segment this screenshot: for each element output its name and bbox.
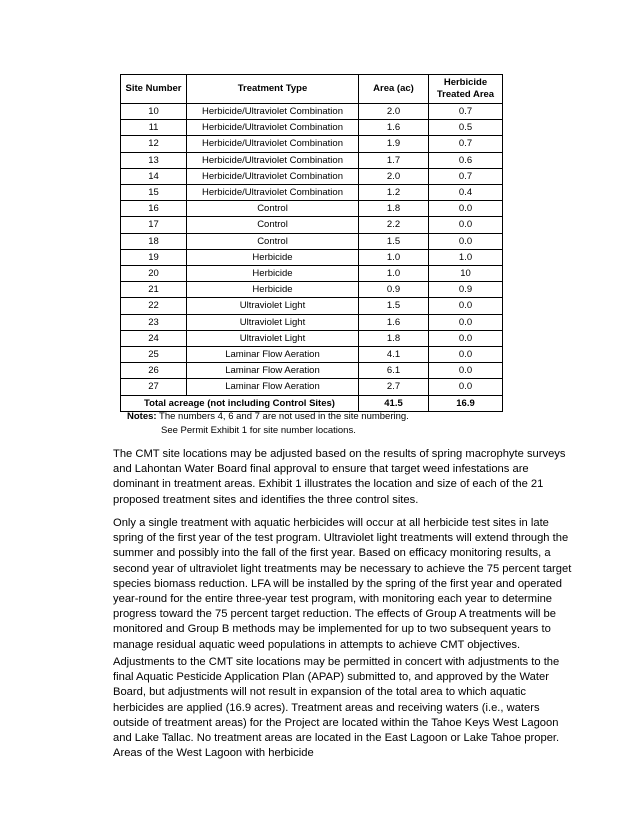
area-cell: 1.9 bbox=[359, 136, 429, 152]
table-row bbox=[121, 201, 503, 217]
total-area: 41.5 bbox=[359, 395, 429, 411]
header-herbicide-treated-area: Herbicide Treated Area bbox=[429, 75, 503, 104]
herbicide-area-cell: 0.0 bbox=[429, 347, 503, 363]
table-row bbox=[121, 363, 503, 379]
herbicide-area-cell: 10 bbox=[429, 266, 503, 282]
table-row bbox=[121, 282, 503, 298]
treatment-type-cell: Control bbox=[187, 217, 359, 233]
table-row bbox=[121, 104, 503, 120]
treatment-type-cell: Herbicide/Ultraviolet Combination bbox=[187, 152, 359, 168]
table-row bbox=[121, 120, 503, 136]
site-number-cell: 23 bbox=[121, 314, 187, 330]
paragraph-site-adjustments: The CMT site locations may be adjusted based on the results of spring macrophyte surveys and Lahontan Water Board final approval to ensure that target weed infestations are dominant in treatment areas. Exhibit 1 illustrates the location and size of each of the 21 proposed treatment sites and identifies the three control sites. bbox=[113, 448, 566, 506]
table-body bbox=[121, 104, 503, 396]
herbicide-area-cell: 0.0 bbox=[429, 217, 503, 233]
total-herbicide-area: 16.9 bbox=[429, 395, 503, 411]
area-cell: 1.5 bbox=[359, 298, 429, 314]
area-cell: 1.6 bbox=[359, 120, 429, 136]
treatment-type-cell: Laminar Flow Aeration bbox=[187, 347, 359, 363]
herbicide-area-cell: 0.6 bbox=[429, 152, 503, 168]
treatment-type-cell: Control bbox=[187, 233, 359, 249]
herbicide-area-cell: 0.0 bbox=[429, 379, 503, 395]
table-row bbox=[121, 298, 503, 314]
paragraph-apap-adjustments: Adjustments to the CMT site locations may be permitted in concert with adjustments to the final Aquatic Pesticide Application Plan (APAP) submitted to, and approved by the Water Board, but adjustments will not result in expansion of the total area to which aquatic herbicides are applied (16.9 acres). Treatment areas and receiving waters (i.e., waters outside of treatment areas) for the Project are located within the Tahoe Keys West Lagoon and Lake Tallac. No treatment areas are located in the East Lagoon or Lake Tahoe proper. Areas of the West Lagoon with herbicide bbox=[113, 656, 560, 760]
header-site-number: Site Number bbox=[121, 75, 187, 104]
herbicide-area-cell: 0.9 bbox=[429, 282, 503, 298]
area-cell: 1.8 bbox=[359, 201, 429, 217]
herbicide-area-cell: 0.0 bbox=[429, 233, 503, 249]
treatment-type-cell: Herbicide/Ultraviolet Combination bbox=[187, 120, 359, 136]
notes-label: Notes: bbox=[127, 411, 157, 422]
treatment-type-cell: Herbicide/Ultraviolet Combination bbox=[187, 168, 359, 184]
site-number-cell: 17 bbox=[121, 217, 187, 233]
treatment-type-cell: Ultraviolet Light bbox=[187, 330, 359, 346]
treatment-type-cell: Herbicide/Ultraviolet Combination bbox=[187, 136, 359, 152]
treatment-type-cell: Ultraviolet Light bbox=[187, 298, 359, 314]
treatment-type-cell: Herbicide/Ultraviolet Combination bbox=[187, 104, 359, 120]
table-row bbox=[121, 168, 503, 184]
table-row bbox=[121, 152, 503, 168]
site-number-cell: 12 bbox=[121, 136, 187, 152]
treatment-type-cell: Herbicide bbox=[187, 249, 359, 265]
table-row bbox=[121, 330, 503, 346]
herbicide-area-cell: 0.7 bbox=[429, 104, 503, 120]
area-cell: 1.2 bbox=[359, 185, 429, 201]
herbicide-area-cell: 1.0 bbox=[429, 249, 503, 265]
header-treatment-type: Treatment Type bbox=[187, 75, 359, 104]
total-label: Total acreage (not including Control Sites) bbox=[121, 395, 359, 411]
site-number-cell: 22 bbox=[121, 298, 187, 314]
site-number-cell: 11 bbox=[121, 120, 187, 136]
table-row bbox=[121, 379, 503, 395]
site-number-cell: 18 bbox=[121, 233, 187, 249]
notes-line-1: The numbers 4, 6 and 7 are not used in the site numbering. bbox=[156, 411, 409, 422]
site-number-cell: 26 bbox=[121, 363, 187, 379]
area-cell: 1.5 bbox=[359, 233, 429, 249]
site-number-cell: 16 bbox=[121, 201, 187, 217]
area-cell: 2.0 bbox=[359, 104, 429, 120]
treatment-type-cell: Laminar Flow Aeration bbox=[187, 379, 359, 395]
site-number-cell: 20 bbox=[121, 266, 187, 282]
header-area: Area (ac) bbox=[359, 75, 429, 104]
area-cell: 4.1 bbox=[359, 347, 429, 363]
table-row bbox=[121, 266, 503, 282]
table-row bbox=[121, 314, 503, 330]
treatment-type-cell: Herbicide bbox=[187, 282, 359, 298]
herbicide-area-cell: 0.0 bbox=[429, 314, 503, 330]
site-number-cell: 24 bbox=[121, 330, 187, 346]
treatment-type-cell: Herbicide/Ultraviolet Combination bbox=[187, 185, 359, 201]
treatment-type-cell: Laminar Flow Aeration bbox=[187, 363, 359, 379]
herbicide-area-cell: 0.0 bbox=[429, 201, 503, 217]
herbicide-area-cell: 0.4 bbox=[429, 185, 503, 201]
area-cell: 1.8 bbox=[359, 330, 429, 346]
table-row bbox=[121, 233, 503, 249]
herbicide-area-cell: 0.7 bbox=[429, 168, 503, 184]
area-cell: 6.1 bbox=[359, 363, 429, 379]
site-number-cell: 10 bbox=[121, 104, 187, 120]
site-number-cell: 15 bbox=[121, 185, 187, 201]
area-cell: 1.0 bbox=[359, 249, 429, 265]
herbicide-area-cell: 0.0 bbox=[429, 330, 503, 346]
site-number-cell: 27 bbox=[121, 379, 187, 395]
treatment-type-cell: Herbicide bbox=[187, 266, 359, 282]
treatment-sites-table bbox=[120, 74, 503, 412]
table-row bbox=[121, 249, 503, 265]
table-row bbox=[121, 185, 503, 201]
site-number-cell: 19 bbox=[121, 249, 187, 265]
notes-line-2: See Permit Exhibit 1 for site number locations. bbox=[161, 425, 356, 436]
area-cell: 1.7 bbox=[359, 152, 429, 168]
table-header-row bbox=[121, 75, 503, 104]
site-number-cell: 13 bbox=[121, 152, 187, 168]
area-cell: 2.0 bbox=[359, 168, 429, 184]
site-number-cell: 14 bbox=[121, 168, 187, 184]
treatment-type-cell: Ultraviolet Light bbox=[187, 314, 359, 330]
table-row bbox=[121, 136, 503, 152]
herbicide-area-cell: 0.0 bbox=[429, 298, 503, 314]
table-row bbox=[121, 217, 503, 233]
area-cell: 0.9 bbox=[359, 282, 429, 298]
paragraph-treatment-schedule: Only a single treatment with aquatic herbicides will occur at all herbicide test sites in late spring of the first year of the test program. Ultraviolet light treatments will extend through the summer and possibly into the fall of the first year. Based on efficacy monitoring results, a second year of ultraviolet light treatments may be necessary to achieve the 75 percent target species biomass reduction. LFA will be installed by the spring of the first year and operated year-round for the entire three-year test program, with monitoring each year to determine progress toward the 75 percent target reduction. The effects of Group A treatments will be monitored and Group B methods may be implemented for up to two subsequent years to manage residual aquatic weed populations in attempts to achieve CMT objectives. bbox=[113, 517, 572, 651]
herbicide-area-cell: 0.0 bbox=[429, 363, 503, 379]
area-cell: 2.7 bbox=[359, 379, 429, 395]
area-cell: 1.0 bbox=[359, 266, 429, 282]
herbicide-area-cell: 0.7 bbox=[429, 136, 503, 152]
area-cell: 2.2 bbox=[359, 217, 429, 233]
herbicide-area-cell: 0.5 bbox=[429, 120, 503, 136]
total-row bbox=[121, 395, 503, 411]
site-number-cell: 21 bbox=[121, 282, 187, 298]
table-notes bbox=[127, 410, 409, 438]
area-cell: 1.6 bbox=[359, 314, 429, 330]
site-number-cell: 25 bbox=[121, 347, 187, 363]
treatment-type-cell: Control bbox=[187, 201, 359, 217]
table-row bbox=[121, 347, 503, 363]
